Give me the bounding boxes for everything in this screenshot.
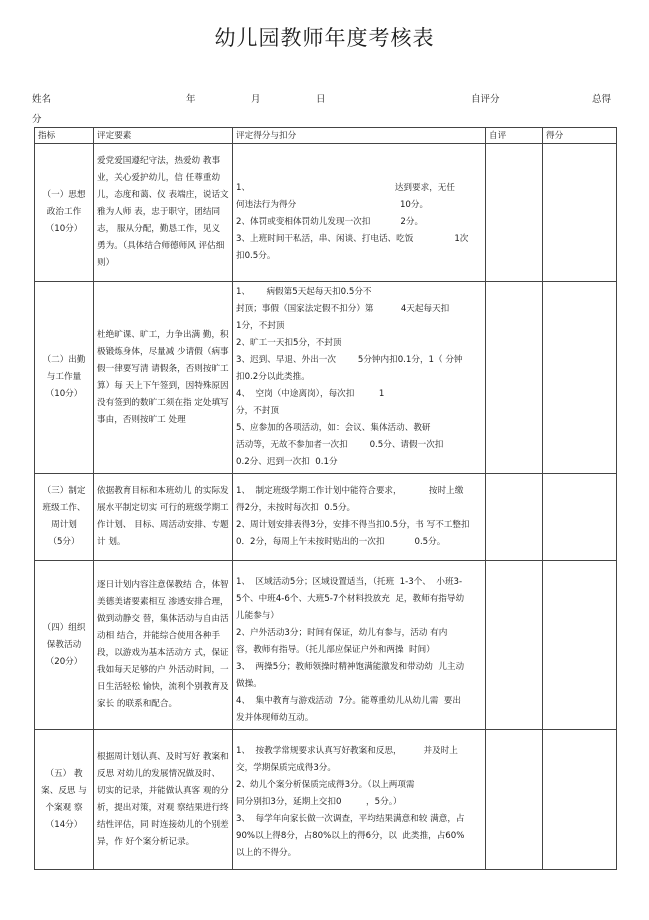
criteria-line: 3、上班时间干私活，串、闲谈、打电话、吃饭 1次 — [236, 234, 469, 244]
total-score-label-suffix: 分 — [32, 114, 42, 125]
requirement-cell: 杜绝旷课、旷工，力争出满 勤，积极锻炼身体，尽量减 少请假（病事假一律要写清 请假条，否则按旷工算）每 天上下午签到，因特殊原因 没有签到的数旷工须在指 定处填写事由，否则按旷工 处理 — [94, 282, 233, 474]
criteria-line: 活动等，无故不参加者一次扣 0.5分、请假一次扣 — [236, 440, 444, 450]
criteria-line: 容，教师有指导。（托儿部应保证户外和两操 时间） — [236, 644, 435, 655]
criteria-line: 3、迟到、早退、外出一次 5分钟内扣0.1分，1（ 分钟 — [236, 355, 463, 365]
criteria-line: 儿能参与） — [236, 610, 279, 621]
header-self-eval: 自评 — [486, 128, 543, 144]
criteria-line: 2、幼儿个案分析保质完成得3分。（以上两项需 — [236, 780, 415, 790]
category-line: （四）组织 — [42, 622, 86, 633]
category-line: （一）思想 — [42, 190, 86, 200]
criteria-line: 同分别扣3分，延期上交扣0 ，5分。） — [236, 797, 402, 807]
score-cell[interactable] — [543, 730, 617, 870]
criteria-line: 0．2分，每周上午未按时贴出的一次扣 0.5分。 — [236, 537, 446, 547]
category-cell — [35, 561, 94, 730]
criteria-line: 1、 按教学常规要求认真写好教案和反思， 并及时上 — [236, 746, 458, 756]
requirement-cell: 根据周计划认真、及时写好 教案和反思 对幼儿的发展情况做及时、 切实的记录，并能做认真客 观的分析，提出对策，对观 察结果进行终结性评估，同 时连接幼儿的个别差异，作 好个案分析记录。 — [94, 730, 233, 870]
criteria-line: 4、 集中教育与游戏活动 7分。能尊重幼儿从幼儿需 要出 — [236, 695, 461, 706]
criteria-line: 发并体现师幼互动。 — [236, 712, 314, 723]
criteria-line: 做操。 — [236, 678, 262, 689]
criteria-line: 3、 两操5分；教师领操时精神饱满能激发和带动幼 儿主动 — [236, 661, 465, 672]
category-line: （20分） — [45, 656, 83, 667]
criteria-line: 5个、中班4-6个、大班5-7个材料投放充 足，教师有指导幼 — [236, 593, 465, 604]
criteria-line: 2、体罚或变相体罚幼儿发现一次扣 2分。 — [236, 217, 424, 227]
category-line: （10分） — [45, 224, 83, 234]
self-eval-cell[interactable] — [486, 561, 543, 730]
score-cell[interactable] — [543, 144, 617, 282]
criteria-cell — [233, 474, 486, 561]
table-header-row — [35, 128, 617, 144]
criteria-line: 得2分，未按时每次扣 0.5分。 — [236, 503, 356, 513]
criteria-cell — [233, 282, 486, 474]
criteria-line: 3、 每学年向家长做一次调查，平均结果满意和较 满意，占 — [236, 814, 465, 824]
assessment-table — [34, 127, 617, 870]
category-line: 政治工作 — [46, 207, 82, 217]
criteria-line: 2、旷工一天扣5分，不封顶 — [236, 338, 342, 348]
category-cell — [35, 730, 94, 870]
score-cell[interactable] — [543, 282, 617, 474]
table-row — [35, 144, 617, 282]
criteria-cell — [233, 561, 486, 730]
header-requirement: 评定要素 — [94, 128, 233, 144]
category-line: （五） 教 — [45, 768, 83, 779]
table-row — [35, 730, 617, 870]
requirement-cell: 爱党爱国遵纪守法，热爱幼 教事业，关心爱护幼儿，信 任尊重幼儿，态度和蔼、仪 表端庄，说话文雅为人师 表，忠于职守，团结同志， 服从分配，勤恳工作，见义 勇为。（具体结合师德师风 评估细则） — [94, 144, 233, 282]
criteria-line: 扣0.5分。 — [236, 251, 276, 261]
category-line: 个案观 察 — [45, 802, 83, 813]
category-line: （10分） — [45, 389, 83, 399]
criteria-line: 扣0.2分以此类推。 — [236, 372, 310, 382]
criteria-cell — [233, 730, 486, 870]
requirement-cell: 逐日计划内容注意保教结 合，体智美德美诸要素相互 渗透安排合理，做到动静交 替，集体活动与自由活动相 结合，并能综合使用各种手 段，以游戏为基本活动方 式，保证我如每天足够的户 外活动时间，一日生活轻松 愉快，流利个别教育及家长 的联系和配合。 — [94, 561, 233, 730]
criteria-line: 1、 制定班级学期工作计划中能符合要求， 按时上缴 — [236, 486, 464, 496]
requirement-cell: 依据教育目标和本班幼儿 的实际发展水平制定切实 可行的班级学期工作计划、 目标、周活动安排、专题计 划。 — [94, 474, 233, 561]
header-score: 得分 — [543, 128, 617, 144]
category-cell — [35, 282, 94, 474]
category-cell — [35, 144, 94, 282]
score-cell[interactable] — [543, 561, 617, 730]
month-label: 月 — [251, 94, 261, 105]
self-eval-cell[interactable] — [486, 474, 543, 561]
criteria-line: 1、 区域活动5分；区域设置适当，（托班 1-3个、 小班3- — [236, 576, 463, 587]
category-line: 班级工作、 — [42, 503, 86, 513]
criteria-line: 2、户外活动3分；时间有保证，幼儿有参与，活动 有内 — [236, 627, 448, 638]
criteria-line: 封顶；事假（国家法定假不扣分）第 4天起每天扣 — [236, 304, 450, 314]
total-score-label: 总得 — [592, 94, 612, 105]
category-line: 与工作量 — [46, 372, 82, 382]
criteria-line: 90%以上得8分，占80%以上的得6分，以 此类推，占60% — [236, 831, 465, 841]
self-eval-cell[interactable] — [486, 730, 543, 870]
table-row — [35, 561, 617, 730]
criteria-cell — [233, 144, 486, 282]
name-label: 姓名 — [32, 94, 52, 105]
category-line: 案、反思 与 — [41, 785, 87, 796]
table-row — [35, 282, 617, 474]
category-line: （14分） — [45, 819, 83, 830]
category-line: 保教活动 — [46, 639, 82, 650]
header-criteria: 评定得分与扣分 — [233, 128, 486, 144]
category-cell — [35, 474, 94, 561]
criteria-line: 4、 空岗（中途离岗），每次扣 1 — [236, 389, 385, 399]
criteria-line: 0.2分、迟到一次扣 0.1分 — [236, 457, 338, 467]
criteria-line: 2、周计划安排表得3分，安排不得当扣0.5分，书 写不工整扣 — [236, 520, 470, 530]
day-label: 日 — [316, 94, 326, 105]
table-row — [35, 474, 617, 561]
header-indicator: 指标 — [35, 128, 94, 144]
criteria-line: 以上的不得分。 — [236, 848, 297, 858]
criteria-line: 1分，不封顶 — [236, 321, 285, 331]
self-eval-cell[interactable] — [486, 144, 543, 282]
criteria-line: 交，学期保质完成得3分。 — [236, 763, 336, 773]
year-label: 年 — [186, 94, 196, 105]
criteria-line: 分，不封顶 — [236, 406, 279, 416]
score-cell[interactable] — [543, 474, 617, 561]
document-title: 幼儿园教师年度考核表 — [214, 26, 435, 50]
criteria-line: 何违法行为得分 10分。 — [236, 200, 429, 210]
self-eval-cell[interactable] — [486, 282, 543, 474]
criteria-line: 1、 达到要求，无任 — [236, 183, 455, 193]
category-line: （5分） — [48, 537, 80, 547]
criteria-line: 5、应参加的各项活动，如：会议、集体活动、教研 — [236, 423, 431, 433]
criteria-line: 1、 病假第5天起每天扣0.5分不 — [236, 287, 372, 297]
self-score-label: 自评分 — [471, 94, 500, 105]
category-line: 周计划 — [51, 520, 77, 530]
category-line: （二）出勤 — [42, 355, 86, 365]
category-line: （三）制定 — [42, 486, 86, 496]
